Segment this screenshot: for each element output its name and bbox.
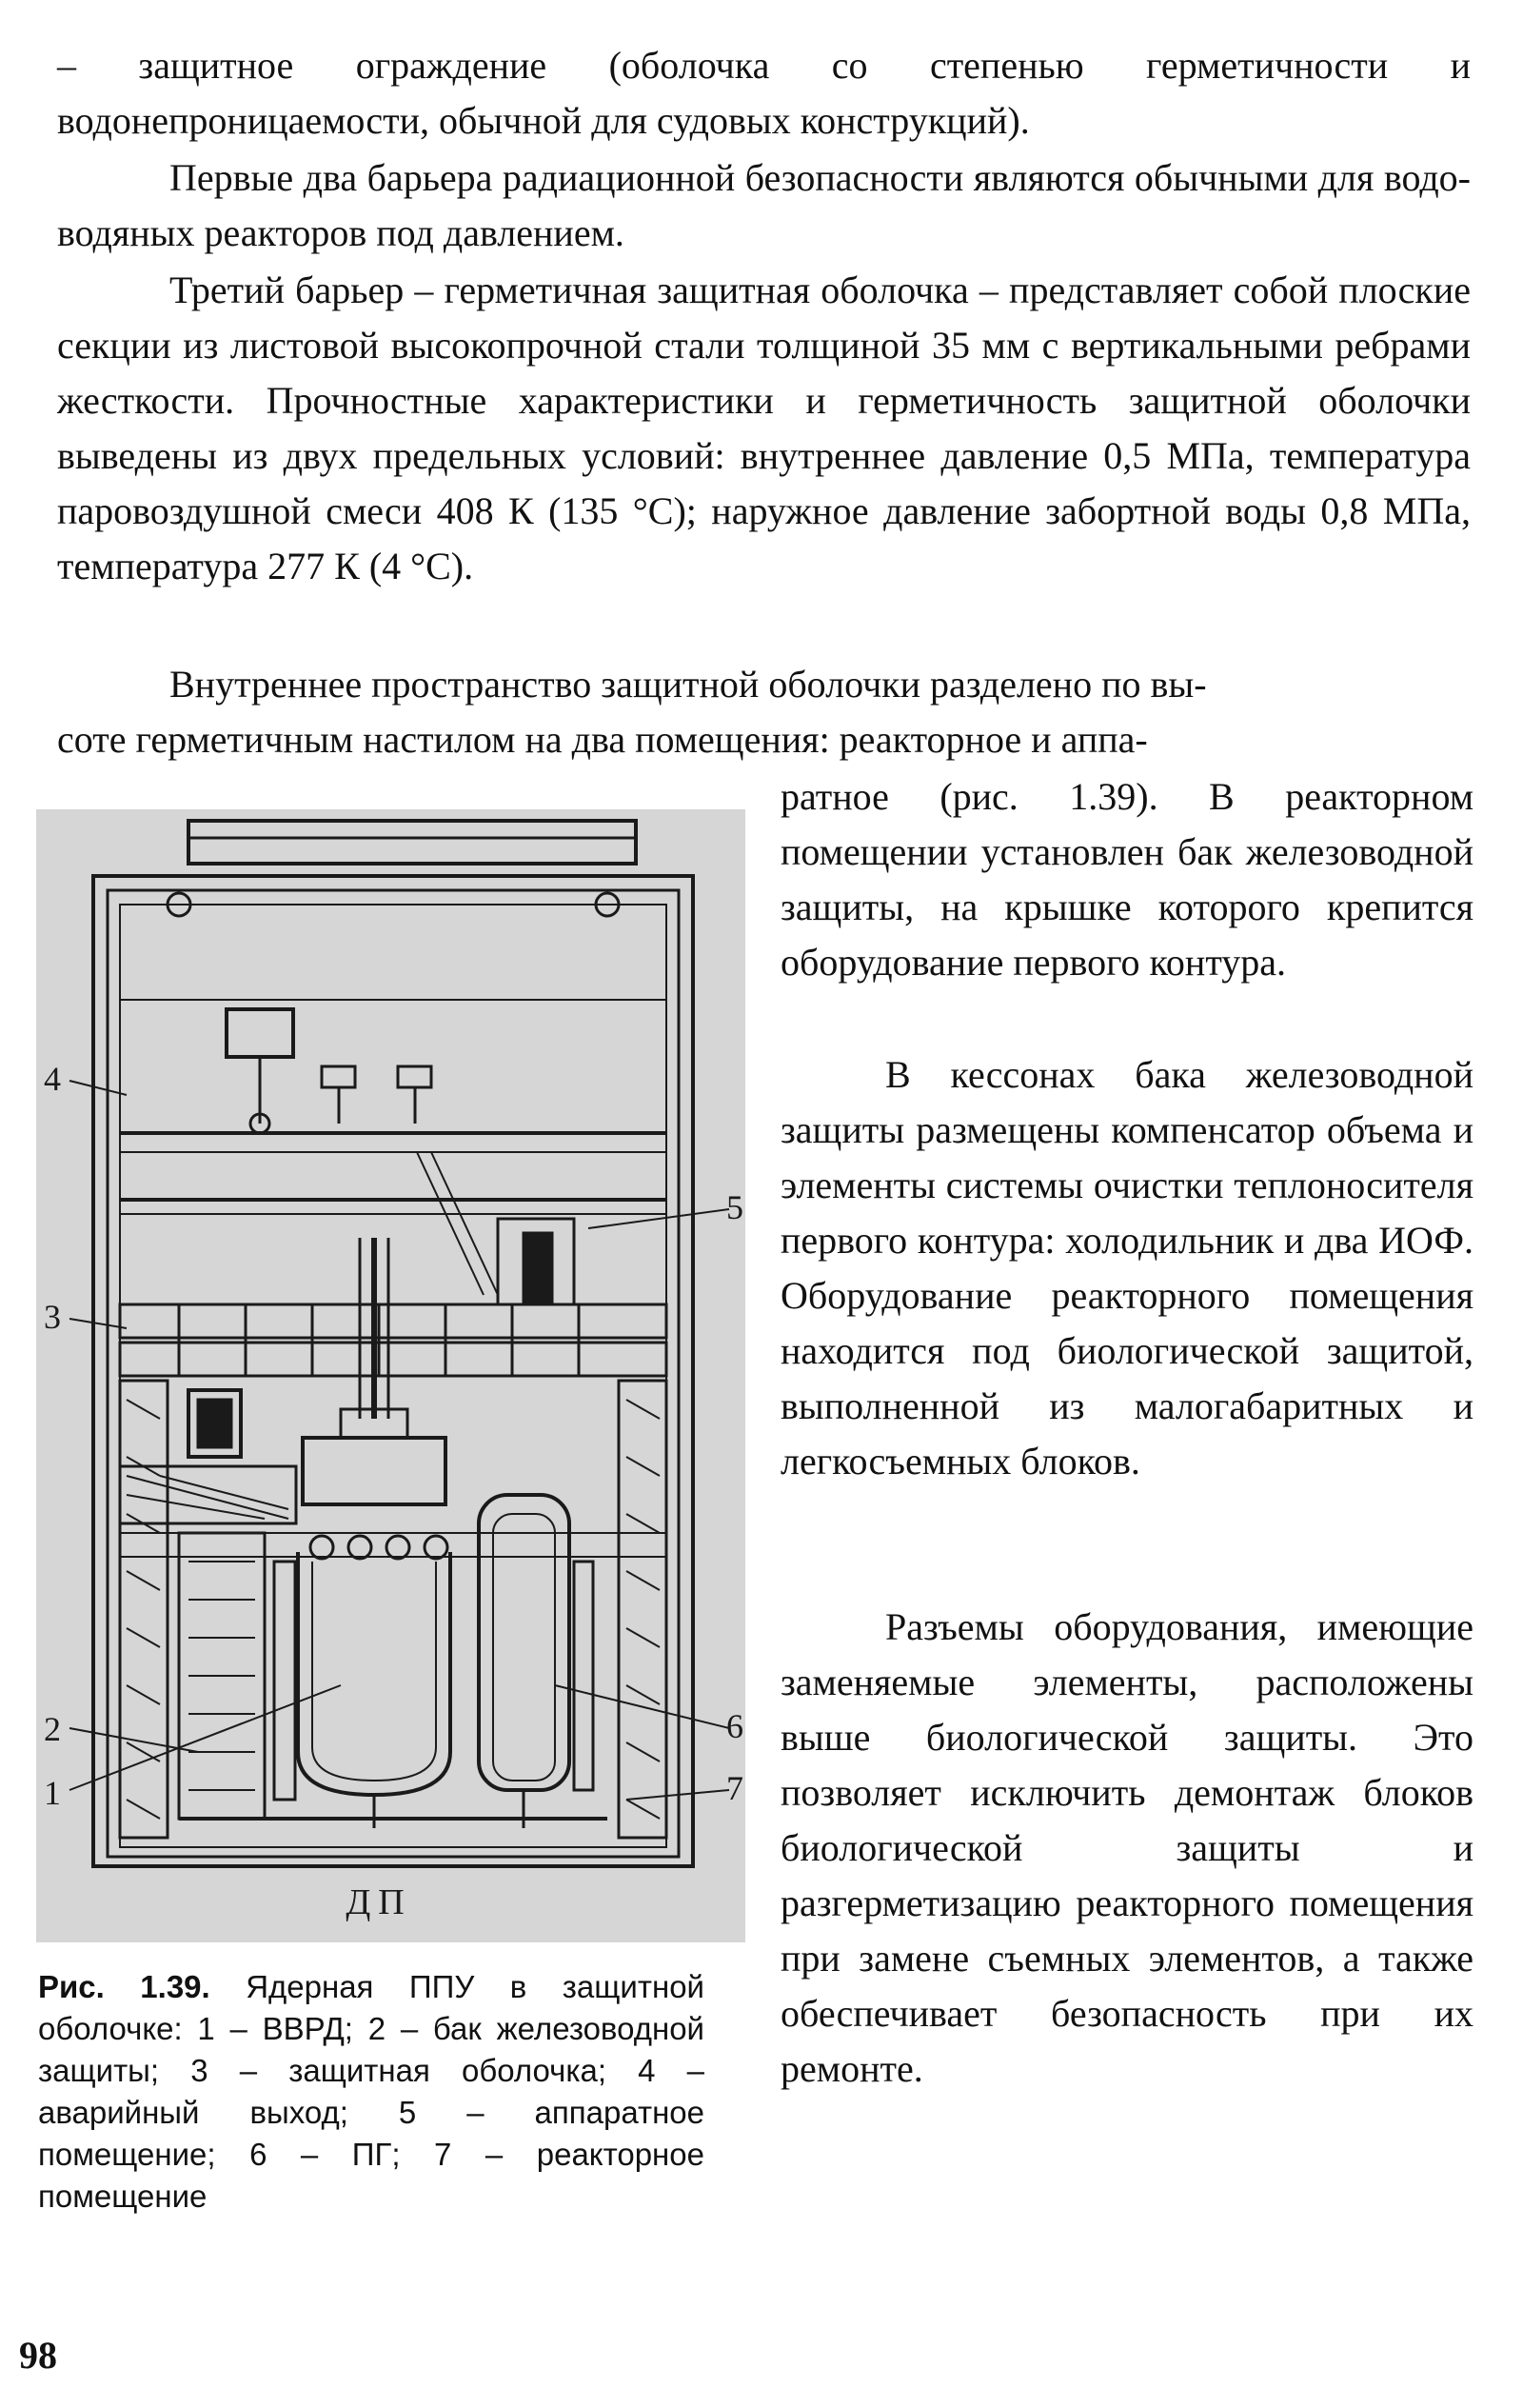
figure-caption — [38, 1966, 704, 2218]
figure-label-3: 3 — [44, 1298, 61, 1336]
figure-label-2: 2 — [44, 1710, 61, 1748]
figure-caption-label: Рис. 1.39. — [38, 1969, 210, 2004]
iron-water-tank — [179, 1533, 607, 1819]
paragraph-6: Разъемы оборудования, имеющие заменяемые элементы, расположены выше биологической защиты. Это позволяет исключить демонтаж блоков биологической защиты и разгерметизацию реакторного помещения при замене съемных элементов, а также обеспечивает безопасность при их ремонте. — [781, 1605, 1474, 2090]
apparatus-room — [120, 1009, 666, 1304]
figure-label-1: 1 — [44, 1774, 61, 1812]
figure-label-5: 5 — [726, 1188, 743, 1226]
paragraph-5: В кессонах бака железоводной защиты размещены компенсатор объема и элементы системы очистки теплоносителя первого контура: холодильник и два ИОФ. Оборудование реакторного помещения находится под биологической защитой, выполненной из малогабаритных и легкосъемных блоков. — [781, 1053, 1474, 1483]
steam-generator — [479, 1495, 593, 1828]
paragraph-4-continued: ратное (рис. 1.39). В реакторном помещении установлен бак железоводной защиты, на крышке которого крепится оборудование первого контура. — [781, 775, 1474, 984]
figure-label-6: 6 — [726, 1707, 743, 1745]
ppu-drawing — [36, 809, 745, 1942]
figure-label-dp: ДП — [346, 1882, 412, 1922]
figure-caption-text: Ядерная ППУ в защитной оболочке: 1 – ВВРД; 2 – бак железоводной защиты; 3 – защитная оболочка; 4 – аварийный выход; 5 – аппаратное помещение; 6 – ПГ; 7 – реакторное помещение — [38, 1969, 704, 2214]
paragraph-2: Первые два барьера радиационной безопасности являются обычными для водо-водяных реакторов под давлением. — [57, 156, 1471, 254]
paragraph-4-line-2: соте герметичным настилом на два помещения: реакторное и аппа- — [57, 718, 1148, 761]
figure-1-39 — [36, 809, 745, 1942]
paragraph-3: Третий барьер – герметичная защитная оболочка – представляет собой плоские секции из листовой высокопрочной стали толщиной 35 мм с вертикальными ребрами жесткости. Прочностные характеристики и герметичность защитной оболочки выведены из двух предельных условий: внутреннее давление 0,5 МПа, температура паровоздушной смеси 408 К (135 °С); наружное давление забортной воды 0,8 МПа, температура 277 К (4 °С). — [57, 269, 1471, 587]
page-number: 98 — [19, 2334, 57, 2377]
paragraph-1: – защитное ограждение (оболочка со степенью герметичности и водонепроницаемости, обычной для судовых конструкций). — [57, 44, 1471, 142]
figure-label-4: 4 — [44, 1060, 61, 1098]
figure-label-7: 7 — [726, 1769, 743, 1807]
biological-shield — [120, 1304, 666, 1838]
paragraph-4-line-1: Внутреннее пространство защитной оболочки разделено по вы- — [169, 663, 1207, 706]
